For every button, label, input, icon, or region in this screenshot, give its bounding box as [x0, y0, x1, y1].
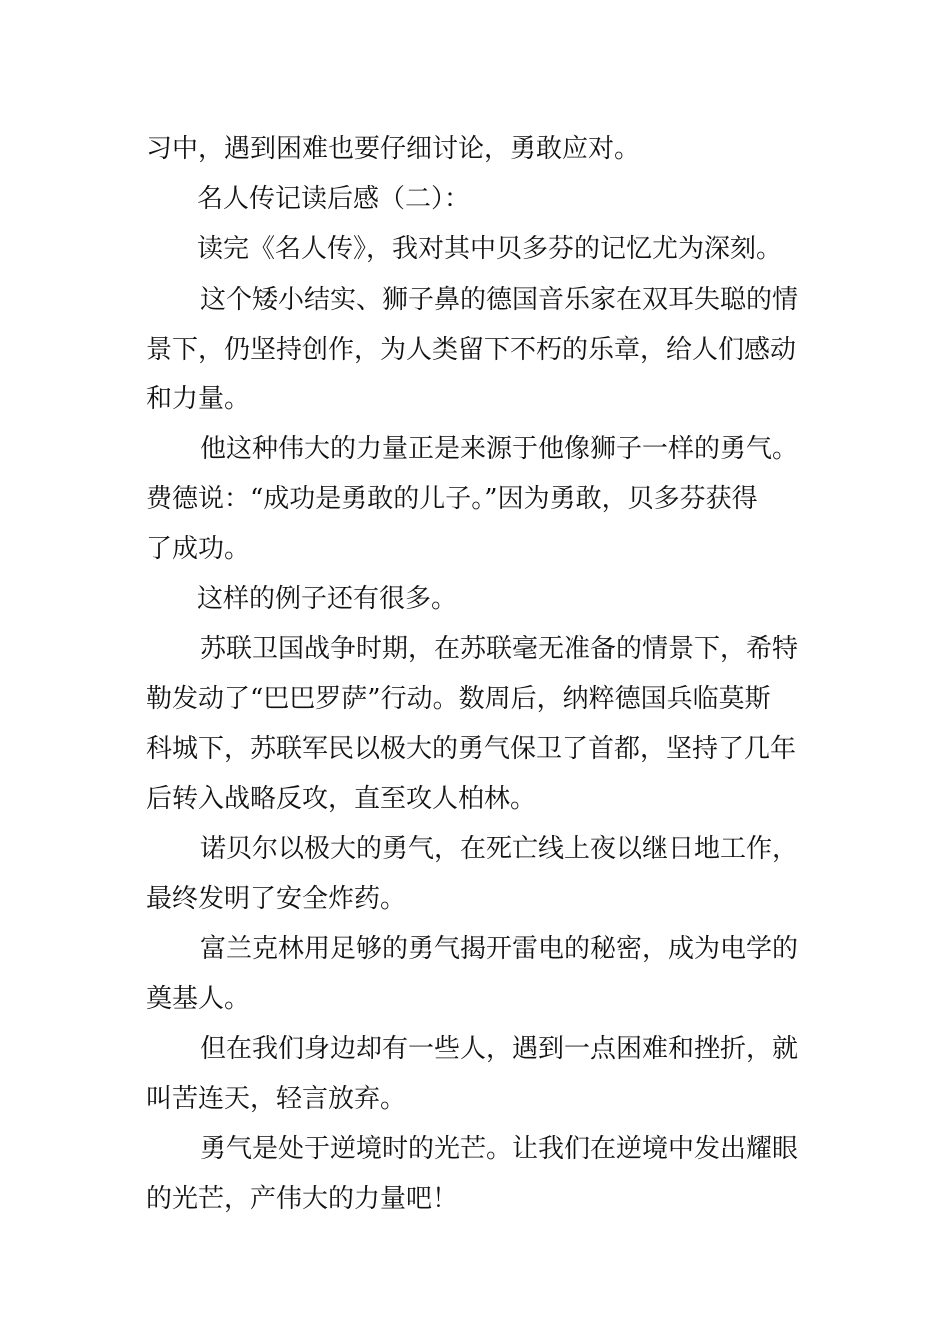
body-text-line: 奠基人。 — [146, 984, 251, 1014]
body-text-line: 了成功。 — [146, 534, 251, 564]
body-text-line: 叫苦连天，轻言放弃。 — [146, 1084, 407, 1114]
body-text-line: 他这种伟大的力量正是来源于他像狮子一样的勇气。 — [200, 434, 799, 464]
body-text-line: 勒发动了“巴巴罗萨”行动。数周后，纳粹德国兵临莫斯 — [146, 684, 771, 714]
body-text-line: 勇气是处于逆境时的光芒。让我们在逆境中发出耀眼 — [200, 1134, 799, 1164]
body-text-line: 费德说：“成功是勇敢的儿子。”因为勇敢，贝多芬获得 — [146, 484, 758, 514]
body-text-line: 富兰克林用足够的勇气揭开雷电的秘密，成为电学的 — [200, 934, 799, 964]
body-text-line: 科城下，苏联军民以极大的勇气保卫了首都，坚持了几年 — [146, 734, 797, 764]
body-text-line: 和力量。 — [146, 384, 251, 414]
body-text-line: 这个矮小结实、狮子鼻的德国音乐家在双耳失聪的情 — [200, 285, 799, 315]
body-text-line: 最终发明了安全炸药。 — [146, 884, 407, 914]
section-heading: 名人传记读后感（二）： — [197, 184, 471, 214]
body-text-line: 这样的例子还有很多。 — [197, 584, 458, 614]
body-text-line: 景下，仍坚持创作，为人类留下不朽的乐章，给人们感动 — [146, 335, 797, 365]
body-text-line: 的光芒，产伟大的力量吧！ — [146, 1184, 459, 1214]
body-text-line: 但在我们身边却有一些人，遇到一点困难和挫折，就 — [200, 1034, 799, 1064]
body-text-line: 读完《名人传》，我对其中贝多芬的记忆尤为深刻。 — [197, 234, 783, 264]
body-text-line: 习中，遇到困难也要仔细讨论，勇敢应对。 — [146, 134, 641, 164]
body-text-line: 后转入战略反攻，直至攻人柏林。 — [146, 784, 537, 814]
body-text-line: 苏联卫国战争时期，在苏联毫无准备的情景下，希特 — [200, 634, 799, 664]
body-text-line: 诺贝尔以极大的勇气，在死亡线上夜以继日地工作， — [200, 834, 799, 864]
